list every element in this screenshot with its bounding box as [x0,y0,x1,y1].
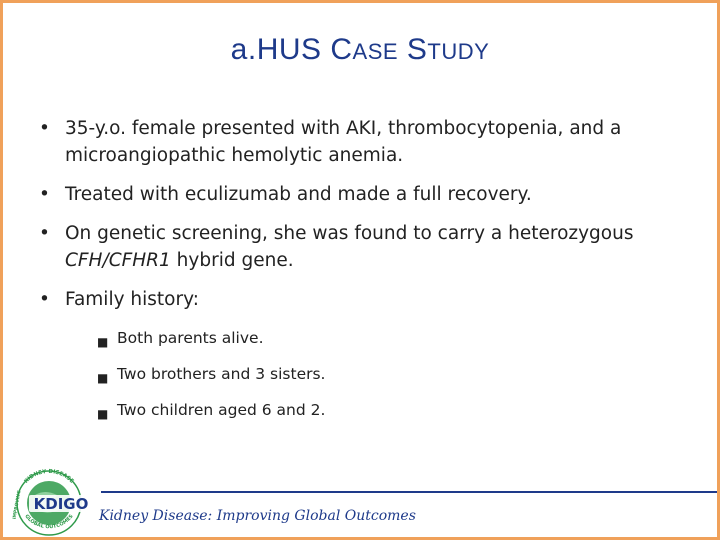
sub-bullet-item: ■ Two children aged 6 and 2. [97,399,689,421]
logo-wordmark: KDIGO [33,495,89,513]
logo-ring-text-top: KIDNEY DISEASE [23,468,75,485]
bullet-item: • On genetic screening, she was found to carry a heterozygous CFH/CFHR1 hybrid gene. [39,220,689,274]
slide-title: a.HUS CASE STUDY [230,33,490,66]
bullet-dot-icon: • [39,289,50,310]
sub-bullet-item: ■ Two brothers and 3 sisters. [97,363,689,385]
kdigo-logo [11,465,97,537]
bullet-list [39,115,689,435]
footer-divider [101,491,717,493]
logo-ring-text-left: IMPROVING [12,490,23,520]
square-bullet-icon: ■ [97,371,109,385]
sub-bullet-item: ■ Both parents alive. [97,327,689,349]
logo-ring-text-bottom: GLOBAL OUTCOMES [23,513,75,531]
gene-name: CFH/CFHR1 [65,250,171,271]
sub-bullet-list [65,327,689,421]
footer-org-name: Kidney Disease: Improving Global Outcomes [99,508,416,524]
square-bullet-icon: ■ [97,335,109,349]
bullet-item: • Family history: ■ Both parents alive. ■ Two brothers and 3 sisters. ■ Two children aged 6 and 2. [39,286,689,421]
square-bullet-icon: ■ [97,407,109,421]
bullet-dot-icon: • [39,223,50,244]
bullet-item: • 35-y.o. female presented with AKI, thrombocytopenia, and a microangiopathic hemolytic anemia. [39,115,689,169]
bullet-dot-icon: • [39,118,50,139]
bullet-dot-icon: • [39,184,50,205]
bullet-item: • Treated with eculizumab and made a full recovery. [39,181,689,208]
